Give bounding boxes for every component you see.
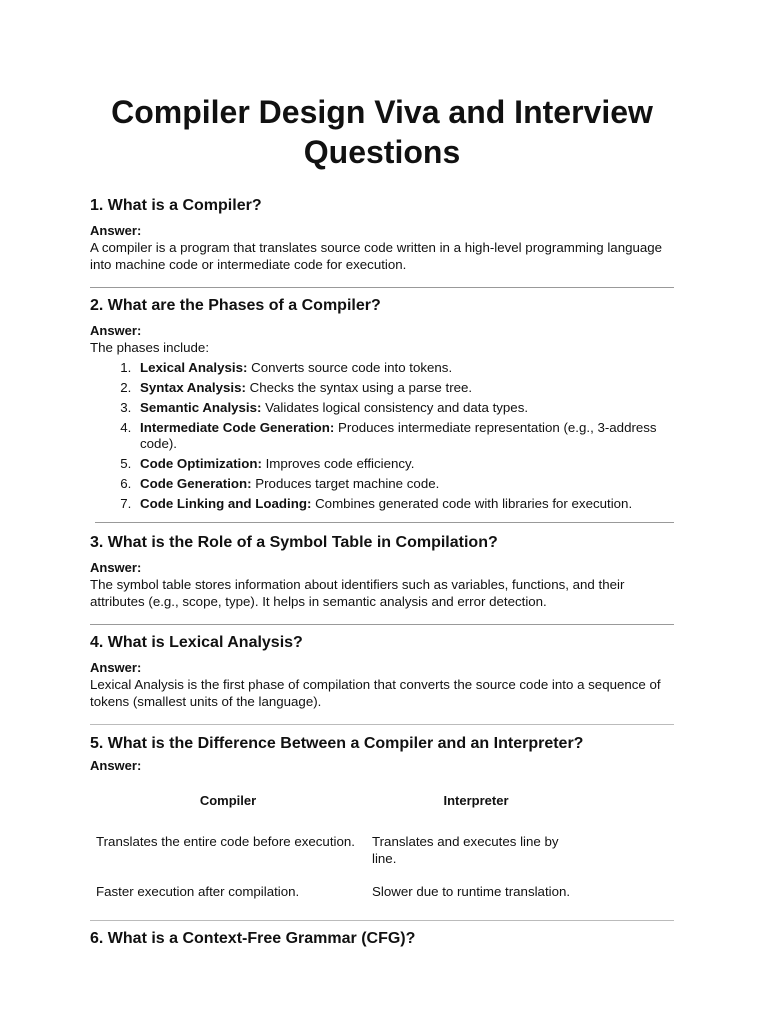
- section-divider: [95, 522, 674, 523]
- question-2-heading: 2. What are the Phases of a Compiler?: [90, 297, 381, 314]
- answer-label: Answer:: [90, 223, 142, 238]
- table-header-cell: Compiler: [199, 793, 257, 808]
- phase-description: Produces intermediate representation (e.g., 3-address code).: [140, 420, 657, 451]
- phase-term: Syntax Analysis:: [140, 380, 246, 395]
- answer-label: Answer:: [90, 323, 142, 338]
- answer-label: Answer:: [90, 560, 142, 575]
- question-6-section: [90, 929, 674, 949]
- table-header-cell: Interpreter: [443, 793, 509, 808]
- answer-label: Answer:: [90, 660, 142, 675]
- question-1-heading: 1. What is a Compiler?: [90, 197, 262, 214]
- list-item: [135, 476, 674, 492]
- list-item: [135, 420, 674, 452]
- table-row: [90, 825, 586, 875]
- list-item: [135, 456, 674, 472]
- question-5-heading: 5. What is the Difference Between a Compiler and an Interpreter?: [90, 735, 584, 752]
- table-row: [90, 875, 586, 908]
- question-3-section: [90, 533, 674, 610]
- question-3-heading: 3. What is the Role of a Symbol Table in Compilation?: [90, 534, 498, 551]
- phase-description: Validates logical consistency and data types.: [261, 400, 529, 415]
- table-header-row: [90, 782, 586, 825]
- list-item: [135, 380, 674, 396]
- phase-term: Lexical Analysis:: [140, 360, 248, 375]
- table-cell: Faster execution after compilation.: [96, 884, 300, 899]
- phase-term: Code Generation:: [140, 476, 252, 491]
- section-divider: [90, 724, 674, 725]
- table-cell: Slower due to runtime translation.: [372, 884, 571, 899]
- document-title: Compiler Design Viva and Interview Questions: [111, 94, 653, 170]
- phase-term: Code Linking and Loading:: [140, 496, 312, 511]
- comparison-table: [90, 782, 586, 908]
- list-item: [135, 400, 674, 416]
- question-2-intro: The phases include:: [90, 340, 210, 355]
- list-item: [135, 496, 674, 512]
- document-page: [90, 92, 674, 949]
- question-4-heading: 4. What is Lexical Analysis?: [90, 634, 303, 651]
- question-6-heading: 6. What is a Context-Free Grammar (CFG)?: [90, 930, 416, 947]
- phase-term: Code Optimization:: [140, 456, 262, 471]
- table-cell: Translates and executes line by line.: [372, 834, 559, 866]
- question-1-answer: A compiler is a program that translates source code written in a high-level programming language into machine code or intermediate code for execution.: [90, 240, 663, 272]
- question-1-section: [90, 196, 674, 273]
- answer-label: Answer:: [90, 758, 142, 773]
- phase-description: Produces target machine code.: [251, 476, 440, 491]
- question-3-answer: The symbol table stores information about identifiers such as variables, functions, and their attributes (e.g., scope, type). It helps in semantic analysis and error detection.: [90, 577, 625, 609]
- question-4-answer: Lexical Analysis is the first phase of compilation that converts the source code into a sequence of tokens (smallest units of the language).: [90, 677, 661, 709]
- phase-description: Improves code efficiency.: [261, 456, 415, 471]
- phase-description: Combines generated code with libraries for execution.: [311, 496, 633, 511]
- phase-term: Intermediate Code Generation:: [140, 420, 335, 435]
- phases-list: [90, 360, 674, 512]
- question-4-section: [90, 633, 674, 710]
- section-divider: [90, 920, 674, 921]
- phase-description: Checks the syntax using a parse tree.: [245, 380, 473, 395]
- phase-description: Converts source code into tokens.: [247, 360, 453, 375]
- section-divider: [90, 287, 674, 288]
- table-cell: Translates the entire code before execution.: [96, 834, 355, 849]
- section-divider: [90, 624, 674, 625]
- question-5-section: [90, 734, 674, 908]
- phase-term: Semantic Analysis:: [140, 400, 262, 415]
- list-item: [135, 360, 674, 376]
- question-2-section: [90, 296, 674, 512]
